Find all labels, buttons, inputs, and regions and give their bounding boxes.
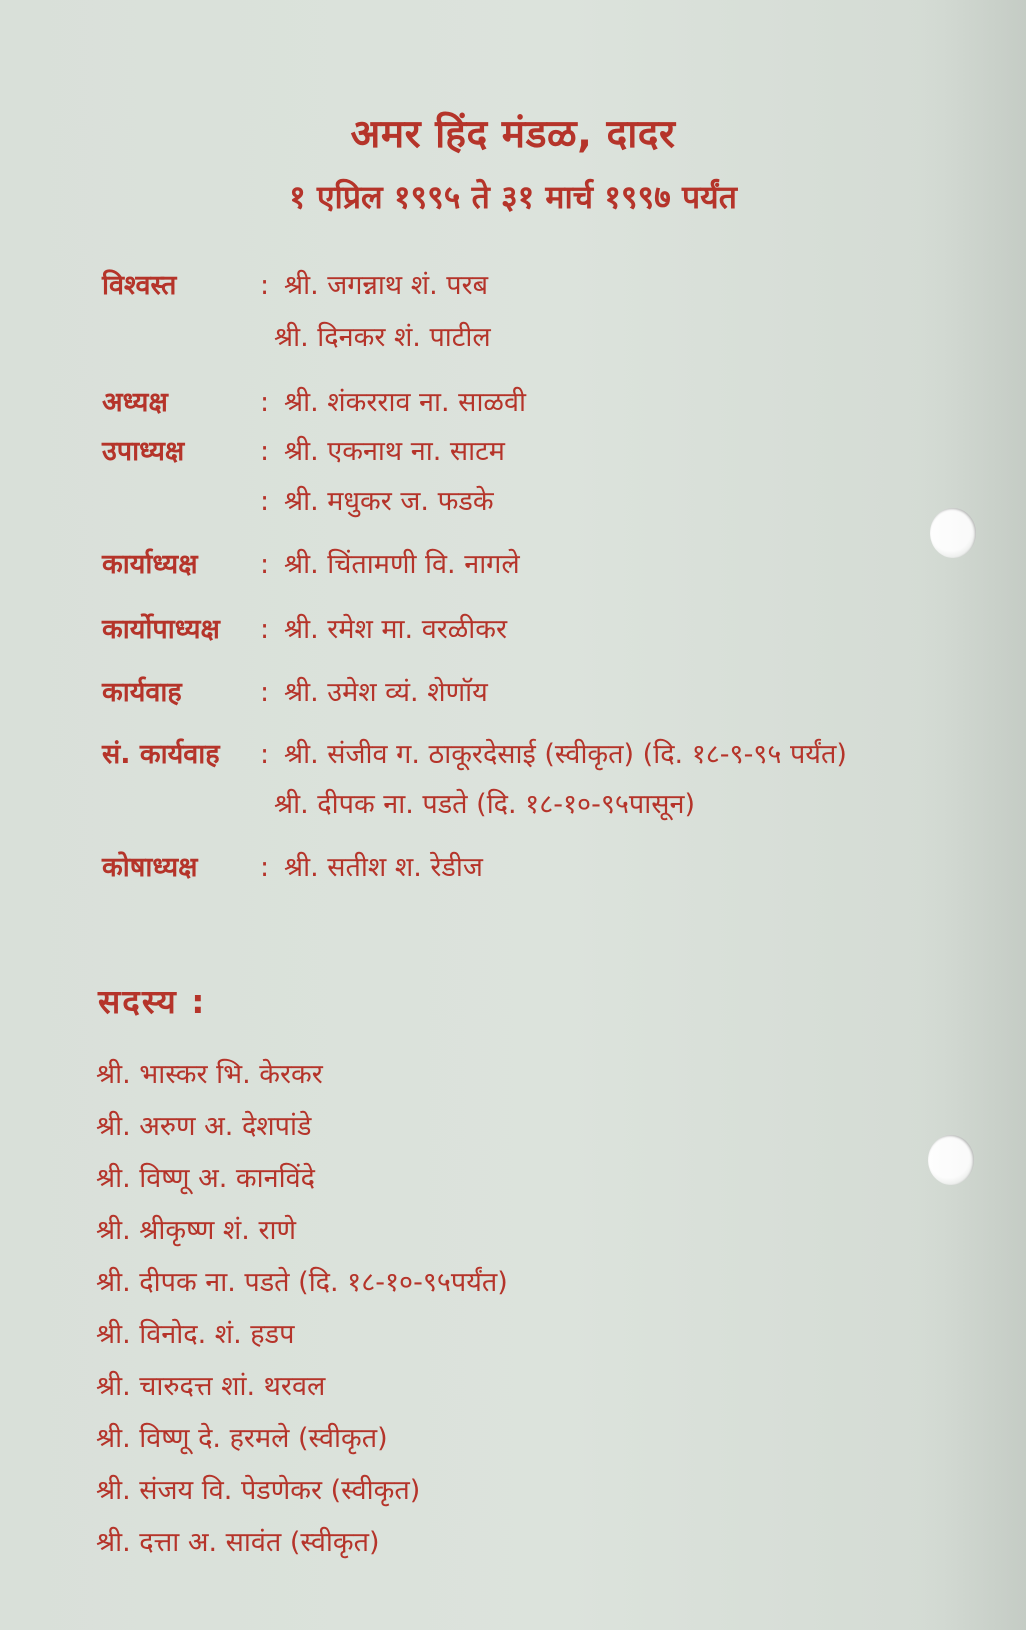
member-item: श्री. दत्ता अ. सावंत (स्वीकृत) [96,1527,380,1558]
person-name: श्री. दीपक ना. पडते (दि. १८-१०-९५पासून) [274,789,696,820]
punch-hole [928,1135,974,1185]
members-list [96,1052,508,1572]
member-item: श्री. दीपक ना. पडते (दि. १८-१०-९५पर्यंत) [96,1267,508,1298]
role-separator: : [260,270,270,301]
member-item: श्री. श्रीकृष्ण शं. राणे [96,1215,296,1246]
member-item: श्री. विष्णू दे. हरमले (स्वीकृत) [96,1423,388,1454]
person-name: श्री. मधुकर ज. फडके [284,486,494,517]
role-separator: : [260,549,270,580]
role-label: विश्वस्त [102,270,177,301]
person-name: श्री. सतीश श. रेडीज [284,852,483,883]
role-label: कोषाध्यक्ष [102,852,198,883]
role-separator: : [260,614,270,645]
member-item: श्री. अरुण अ. देशपांडे [96,1111,312,1142]
person-name: श्री. दिनकर शं. पाटील [274,322,491,353]
person-name: श्री. रमेश मा. वरळीकर [284,614,508,645]
person-name: श्री. एकनाथ ना. साटम [284,436,505,467]
role-separator: : [260,387,270,418]
role-label: कार्याध्यक्ष [102,549,198,580]
person-name: श्री. चिंतामणी वि. नागले [284,549,520,580]
role-separator: : [260,436,270,467]
member-item: श्री. भास्कर भि. केरकर [96,1059,323,1090]
member-item: श्री. विनोद. शं. हडप [96,1319,295,1350]
person-name: श्री. उमेश व्यं. शेणॉय [284,677,488,708]
role-separator: : [260,852,270,883]
role-label: उपाध्यक्ष [102,436,185,467]
document-title: अमर हिंद मंडळ, दादर [350,112,676,157]
role-label: सं. कार्यवाह [102,739,220,770]
person-name: श्री. शंकरराव ना. साळवी [284,387,526,418]
member-item: श्री. विष्णू अ. कानविंदे [96,1163,315,1194]
role-label: कार्यवाह [102,677,182,708]
role-separator: : [260,739,270,770]
role-separator: : [260,677,270,708]
document-period: १ एप्रिल १९९५ ते ३१ मार्च १९९७ पर्यंत [289,178,737,216]
member-item: श्री. चारुदत्त शां. थरवल [96,1371,326,1402]
role-label: अध्यक्ष [102,387,168,418]
punch-hole [930,508,976,558]
member-item: श्री. संजय वि. पेडणेकर (स्वीकृत) [96,1475,421,1506]
members-heading: सदस्य : [98,982,207,1021]
person-name: श्री. जगन्नाथ शं. परब [284,270,489,301]
role-label: कार्योपाध्यक्ष [102,614,220,645]
role-separator: : [260,486,270,517]
person-name: श्री. संजीव ग. ठाकूरदेसाई (स्वीकृत) (दि. १८-९-९५ पर्यंत) [284,739,847,770]
